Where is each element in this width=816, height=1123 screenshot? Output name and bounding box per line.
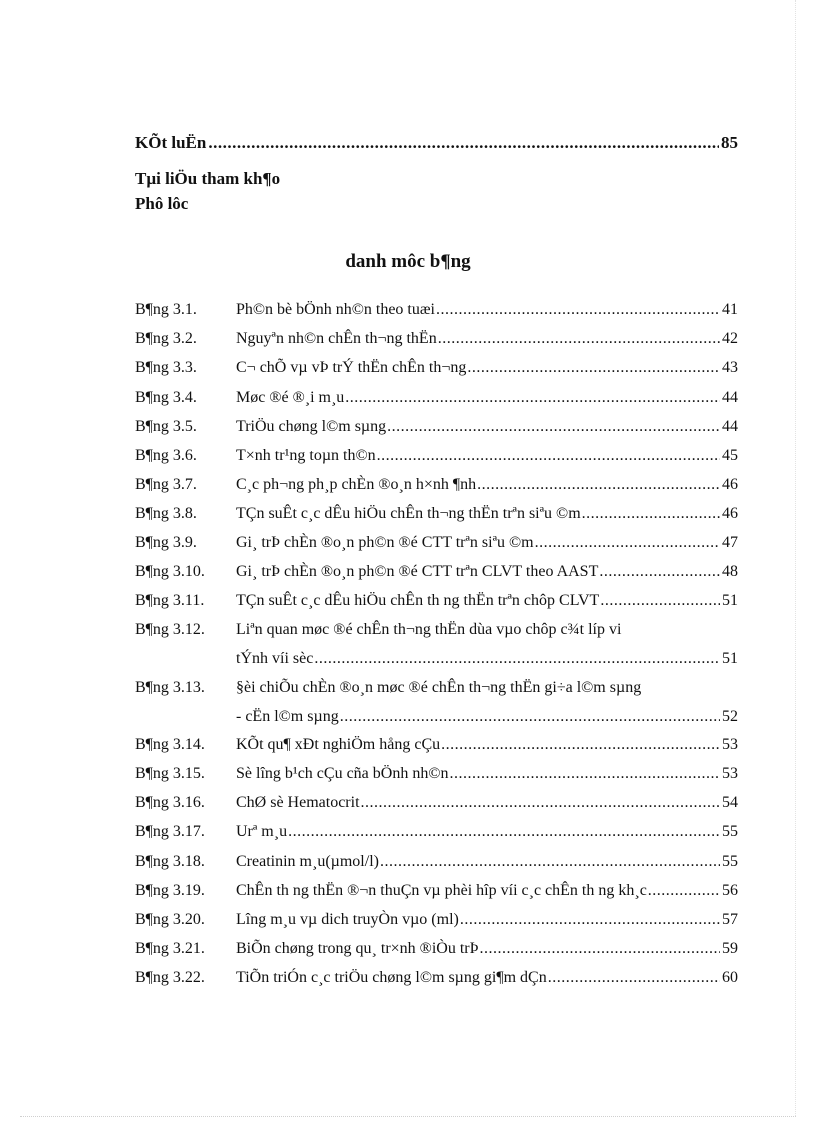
table-entry-body	[236, 504, 738, 524]
toc-entry-tai-lieu: Tµi liÖu tham kh¶o	[135, 169, 281, 188]
table-number: B¶ng 3.18.	[135, 853, 205, 870]
dot-leader	[387, 417, 720, 437]
toc-entry-page: 85	[721, 133, 738, 152]
table-entry-body	[236, 735, 738, 755]
table-number: B¶ng 3.8.	[135, 505, 197, 522]
table-number: B¶ng 3.16.	[135, 794, 205, 811]
table-entry-body	[236, 852, 738, 872]
table-entry-body	[236, 562, 738, 582]
table-number: B¶ng 3.19.	[135, 882, 205, 899]
table-title-line: Liªn quan møc ®é chÊn th¬ng thËn dùa vµo chôp c¾t líp vi	[236, 621, 622, 638]
table-number: B¶ng 3.14.	[135, 736, 205, 753]
dot-leader	[548, 968, 720, 988]
table-page-number: 43	[722, 359, 738, 376]
table-entry-body	[236, 620, 738, 669]
table-number: B¶ng 3.20.	[135, 911, 205, 928]
dot-leader	[441, 735, 720, 755]
table-page-number: 44	[722, 389, 738, 406]
table-page-number: 59	[722, 940, 738, 957]
table-title: Nguyªn nh©n chÊn th¬ng thËn	[236, 330, 437, 347]
table-number: B¶ng 3.12.	[135, 621, 205, 638]
table-number: B¶ng 3.11.	[135, 592, 205, 609]
table-page-number: 46	[722, 476, 738, 493]
dot-leader	[377, 446, 720, 466]
table-entry-body	[236, 446, 738, 466]
table-entry-body	[236, 358, 738, 378]
table-title: Urª m¸u	[236, 823, 288, 840]
dot-leader	[314, 649, 720, 669]
table-title: TÇn suÊt c¸c dÊu hiÖu chÊn th ng thËn trªn chôp CLVT	[236, 592, 600, 609]
table-number: B¶ng 3.3.	[135, 359, 197, 376]
table-title-last-line	[236, 910, 738, 930]
table-entry-body	[236, 591, 738, 611]
dot-leader	[480, 939, 721, 959]
table-page-number: 52	[722, 708, 738, 725]
table-title: - cËn l©m sµng	[236, 708, 339, 725]
table-title: tÝnh víi sèc	[236, 650, 314, 667]
table-title-last-line	[236, 764, 738, 784]
table-page-number: 51	[722, 592, 738, 609]
table-number: B¶ng 3.5.	[135, 418, 197, 435]
table-title-last-line	[236, 968, 738, 988]
table-title-last-line	[236, 649, 738, 669]
table-number: B¶ng 3.1.	[135, 301, 197, 318]
table-page-number: 60	[722, 969, 738, 986]
dot-leader	[582, 504, 720, 524]
table-title: ChØ sè Hematocrit	[236, 794, 360, 811]
dot-leader	[467, 358, 720, 378]
table-number: B¶ng 3.9.	[135, 534, 197, 551]
dot-leader	[449, 764, 720, 784]
table-page-number: 44	[722, 418, 738, 435]
page-edge-bottom	[20, 1116, 796, 1117]
table-page-number: 47	[722, 534, 738, 551]
table-title: C¸c ph¬ng ph¸p chÈn ®o¸n h×nh ¶nh	[236, 476, 477, 493]
table-title: Lîng m¸u vµ dich truyÒn vµo (ml)	[236, 911, 459, 928]
page-edge-right	[795, 0, 796, 1116]
dot-leader	[438, 329, 720, 349]
table-entry-body	[236, 968, 738, 988]
table-entry-body	[236, 388, 738, 408]
table-number: B¶ng 3.22.	[135, 969, 205, 986]
table-page-number: 54	[722, 794, 738, 811]
table-entry-body	[236, 910, 738, 930]
table-title-last-line	[236, 417, 738, 437]
table-page-number: 53	[722, 765, 738, 782]
table-entry-body	[236, 417, 738, 437]
table-title: Gi¸ trÞ chÈn ®o¸n ph©n ®é CTT trªn CLVT theo AAST	[236, 563, 599, 580]
dot-leader	[208, 133, 719, 153]
table-number: B¶ng 3.15.	[135, 765, 205, 782]
table-number: B¶ng 3.17.	[135, 823, 205, 840]
table-title: TiÕn triÓn c¸c triÖu chøng l©m sµng gi¶m dÇn	[236, 969, 547, 986]
table-entry-body	[236, 939, 738, 959]
table-page-number: 48	[722, 563, 738, 580]
table-title-last-line	[236, 533, 738, 553]
dot-leader	[436, 300, 720, 320]
table-title: Gi¸ trÞ chÈn ®o¸n ph©n ®é CTT trªn siªu ©m	[236, 534, 534, 551]
table-number: B¶ng 3.10.	[135, 563, 205, 580]
table-title: Sè lîng b¹ch cÇu cña bÖnh nh©n	[236, 765, 449, 782]
table-title: Møc ®é ®¸i m¸u	[236, 389, 345, 406]
table-title-last-line	[236, 591, 738, 611]
table-page-number: 42	[722, 330, 738, 347]
table-title-last-line	[236, 822, 738, 842]
table-title: T×nh tr¹ng toµn th©n	[236, 447, 376, 464]
table-number: B¶ng 3.2.	[135, 330, 197, 347]
table-page-number: 41	[722, 301, 738, 318]
table-title-last-line	[236, 707, 738, 727]
table-title-line: §èi chiÕu chÈn ®o¸n møc ®é chÊn th¬ng thËn gi÷a l©m sµng	[236, 679, 642, 696]
dot-leader	[288, 822, 720, 842]
table-title-last-line	[236, 388, 738, 408]
table-title-last-line	[236, 735, 738, 755]
table-title: TÇn suÊt c¸c dÊu hiÖu chÊn th¬ng thËn trªn siªu ©m	[236, 505, 581, 522]
section-title: danh môc b¶ng	[345, 251, 471, 272]
table-page-number: 55	[722, 853, 738, 870]
dot-leader	[600, 591, 720, 611]
table-page-number: 45	[722, 447, 738, 464]
dot-leader	[345, 388, 720, 408]
table-title: ChÊn th ng thËn ®¬n thuÇn vµ phèi hîp víi c¸c chÊn th ng kh¸c	[236, 882, 647, 899]
table-entry-body	[236, 822, 738, 842]
dot-leader	[599, 562, 720, 582]
table-entry-body	[236, 678, 738, 727]
dot-leader	[535, 533, 720, 553]
table-title-last-line	[236, 504, 738, 524]
table-entry-body	[236, 793, 738, 813]
table-entry-body	[236, 300, 738, 320]
table-number: B¶ng 3.13.	[135, 679, 205, 696]
table-title-last-line	[236, 446, 738, 466]
table-page-number: 55	[722, 823, 738, 840]
dot-leader	[380, 852, 720, 872]
table-entry-body	[236, 881, 738, 901]
table-entry-body	[236, 533, 738, 553]
table-title-last-line	[236, 852, 738, 872]
table-page-number: 56	[722, 882, 738, 899]
table-entry-body	[236, 764, 738, 784]
table-page-number: 53	[722, 736, 738, 753]
table-title-last-line	[236, 562, 738, 582]
table-number: B¶ng 3.6.	[135, 447, 197, 464]
table-title: KÕt qu¶ xÐt nghiÖm hång cÇu	[236, 736, 441, 753]
table-title-last-line	[236, 793, 738, 813]
dot-leader	[361, 793, 720, 813]
table-number: B¶ng 3.7.	[135, 476, 197, 493]
dot-leader	[340, 707, 720, 727]
table-number: B¶ng 3.21.	[135, 940, 205, 957]
table-title-last-line	[236, 358, 738, 378]
table-number: B¶ng 3.4.	[135, 389, 197, 406]
table-title-last-line	[236, 881, 738, 901]
table-title-last-line	[236, 300, 738, 320]
table-entry-body	[236, 329, 738, 349]
toc-entry-ket-luan	[135, 133, 738, 153]
table-title-last-line	[236, 939, 738, 959]
toc-entry-phu-luc: Phô lôc	[135, 194, 189, 213]
table-title: Creatinin m¸u(µmol/l)	[236, 853, 379, 870]
dot-leader	[477, 475, 720, 495]
dot-leader	[460, 910, 720, 930]
table-page-number: 51	[722, 650, 738, 667]
table-title: C¬ chÕ vµ vÞ trÝ thËn chÊn th¬ng	[236, 359, 467, 376]
table-title: BiÕn chøng trong qu¸ tr×nh ®iÒu trÞ	[236, 940, 479, 957]
table-title-last-line	[236, 475, 738, 495]
table-page-number: 46	[722, 505, 738, 522]
table-entry-body	[236, 475, 738, 495]
toc-entry-title: KÕt luËn	[135, 133, 207, 152]
table-title: Ph©n bè bÖnh nh©n theo tuæi	[236, 301, 435, 318]
table-title: TriÖu chøng l©m sµng	[236, 418, 387, 435]
dot-leader	[648, 881, 720, 901]
table-page-number: 57	[722, 911, 738, 928]
table-title-last-line	[236, 329, 738, 349]
